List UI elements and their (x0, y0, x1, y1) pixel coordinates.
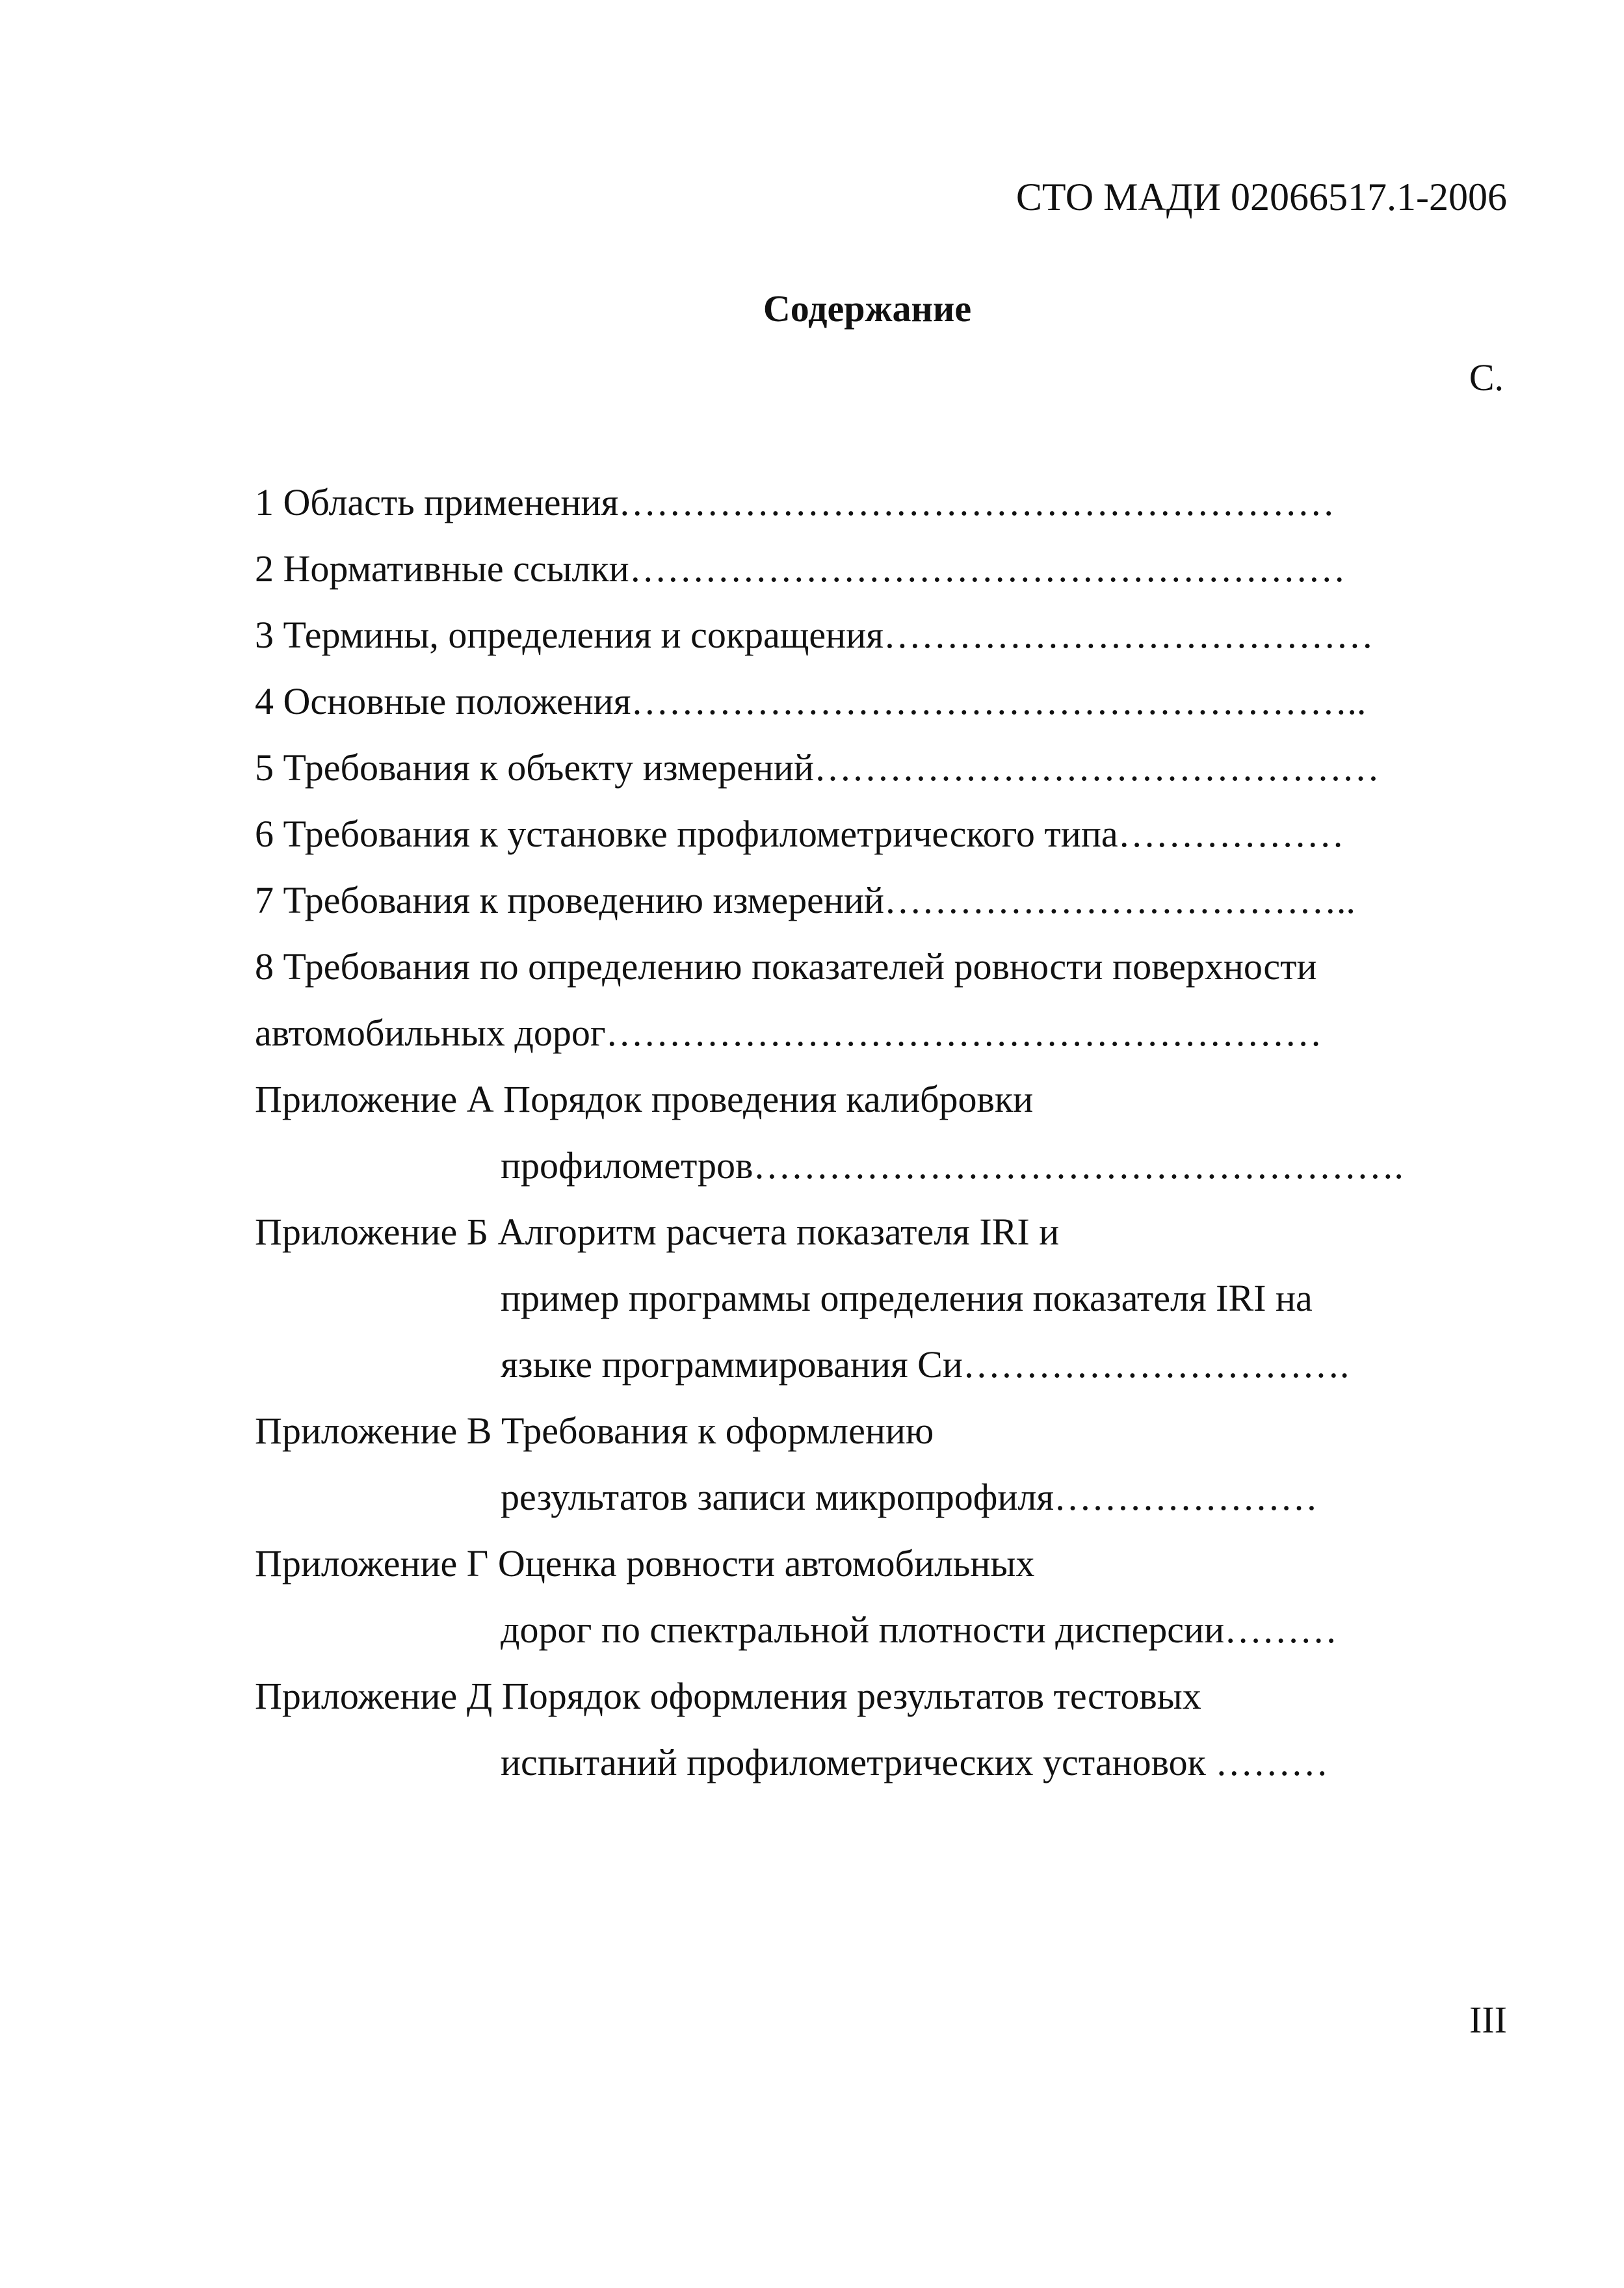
toc-appendix-a-line-2[interactable]: профилометров……………………………………………. (501, 1144, 1404, 1187)
toc-appendix-d-line-2[interactable]: испытаний профилометрических установок ……… (501, 1741, 1329, 1783)
toc-appendix-g-line-1[interactable]: Приложение Г Оценка ровности автомобильных (255, 1542, 1035, 1585)
toc-appendix-d-line-1[interactable]: Приложение Д Порядок оформления результатов тестовых (255, 1675, 1201, 1717)
toc-entry-8-line-2[interactable]: автомобильных дорог………………………………………………… (255, 1012, 1322, 1054)
toc-entry-8-line-1[interactable]: 8 Требования по определению показателей ровности поверхности (255, 945, 1317, 988)
toc-entry-5[interactable]: 5 Требования к объекту измерений……………………………………… (255, 746, 1380, 789)
page-number: III (1469, 1999, 1507, 2041)
toc-entry-1[interactable]: 1 Область применения………………………………………………… (255, 481, 1335, 523)
document-code: СТО МАДИ 02066517.1-2006 (1015, 176, 1507, 218)
toc-appendix-v-line-2[interactable]: результатов записи микропрофиля………………… (501, 1476, 1318, 1518)
toc-appendix-b-line-2[interactable]: пример программы определения показателя IRI на (501, 1277, 1313, 1319)
toc-appendix-v-line-1[interactable]: Приложение В Требования к оформлению (255, 1410, 934, 1452)
page-title: Содержание (763, 287, 972, 330)
toc-entry-6[interactable]: 6 Требования к установке профилометрического типа……………… (255, 813, 1344, 855)
toc-entry-4[interactable]: 4 Основные положения………………………………………………….. (255, 680, 1367, 722)
toc-appendix-b-line-3[interactable]: языке программирования Си…………………………. (501, 1343, 1350, 1386)
toc-entry-2[interactable]: 2 Нормативные ссылки………………………………………………… (255, 547, 1346, 590)
toc-entry-3[interactable]: 3 Термины, определения и сокращения………………………………… (255, 614, 1374, 656)
toc-appendix-b-line-1[interactable]: Приложение Б Алгоритм расчета показателя IRI и (255, 1211, 1060, 1253)
toc-entry-7[interactable]: 7 Требования к проведению измерений……………………………….. (255, 879, 1356, 921)
toc-appendix-g-line-2[interactable]: дорог по спектральной плотности дисперсии……… (501, 1609, 1338, 1651)
page-column-label: С. (1469, 356, 1504, 399)
toc-appendix-a-line-1[interactable]: Приложение А Порядок проведения калибровки (255, 1078, 1034, 1120)
